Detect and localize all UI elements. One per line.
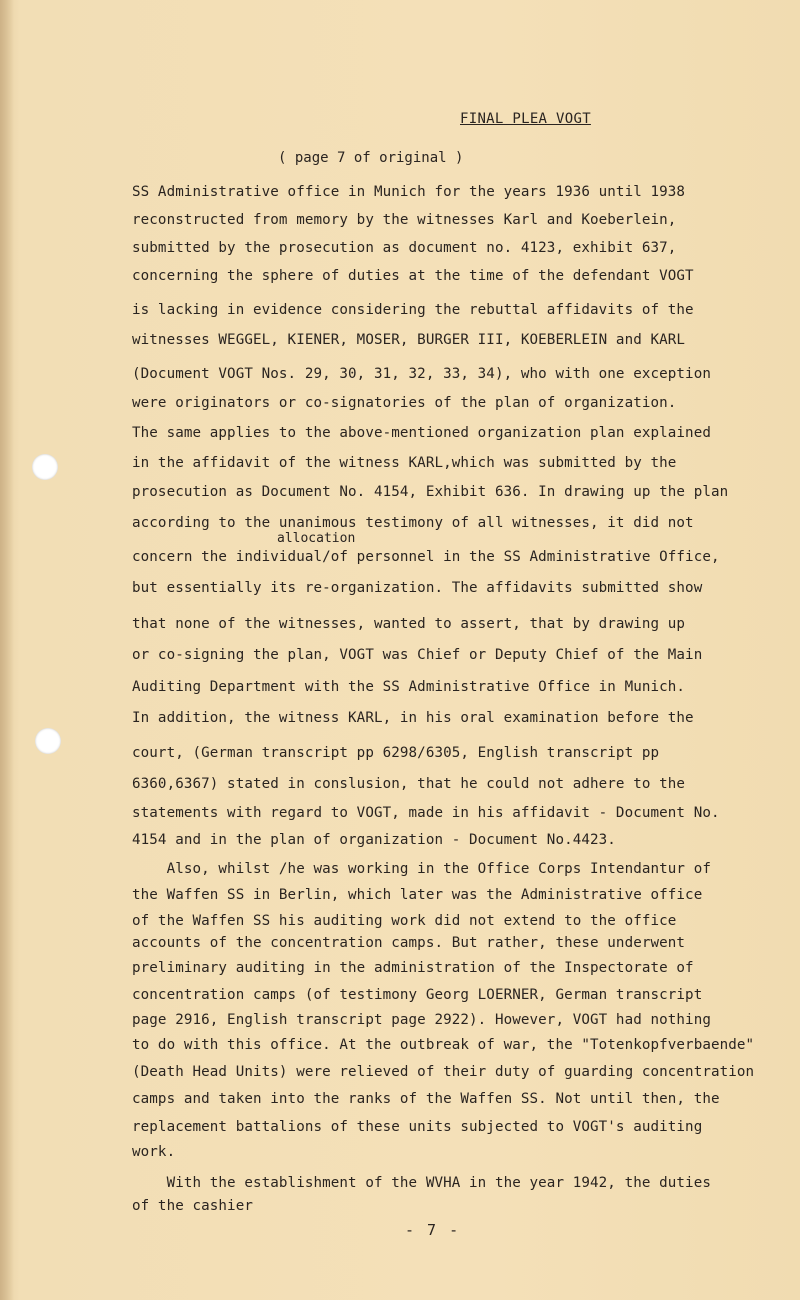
text-line: reconstructed from memory by the witnesses Karl and Koeberlein, — [132, 212, 677, 228]
punch-hole-icon — [35, 728, 61, 754]
text-line: In addition, the witness KARL, in his oral examination before the — [132, 710, 694, 726]
text-line: court, (German transcript pp 6298/6305, English transcript pp — [132, 745, 660, 761]
text-line: concern the individual/of personnel in the SS Administrative Office, — [132, 549, 720, 565]
text-line: preliminary auditing in the administration of the Inspectorate of — [132, 960, 694, 976]
document-title: FINAL PLEA VOGT — [460, 111, 591, 127]
text-line: work. — [132, 1144, 176, 1160]
text-line: camps and taken into the ranks of the Waffen SS. Not until then, the — [132, 1091, 720, 1107]
text-line: accounts of the concentration camps. But rather, these underwent — [132, 935, 686, 951]
text-line: Also, whilst /he was working in the Office Corps Intendantur of — [132, 861, 711, 877]
text-line: concentration camps (of testimony Georg LOERNER, German transcript — [132, 987, 703, 1003]
text-line: according to the unanimous testimony of all witnesses, it did not — [132, 515, 694, 531]
text-line: 6360,6367) stated in conslusion, that he could not adhere to the — [132, 776, 686, 792]
text-line: 4154 and in the plan of organization - Document No.4423. — [132, 832, 616, 848]
page-number: - 7 - — [405, 1221, 461, 1239]
text-line: (Death Head Units) were relieved of their duty of guarding concentration — [132, 1064, 755, 1080]
text-line: With the establishment of the WVHA in the year 1942, the duties — [132, 1175, 711, 1191]
text-line: submitted by the prosecution as document no. 4123, exhibit 637, — [132, 240, 677, 256]
text-line: concerning the sphere of duties at the time of the defendant VOGT — [132, 268, 694, 284]
text-line: witnesses WEGGEL, KIENER, MOSER, BURGER III, KOEBERLEIN and KARL — [132, 332, 686, 348]
page-reference: ( page 7 of original ) — [278, 150, 464, 166]
text-line: SS Administrative office in Munich for the years 1936 until 1938 — [132, 184, 686, 200]
text-line: but essentially its re-organization. The affidavits submitted show — [132, 580, 703, 596]
handwritten-insert: allocation — [277, 531, 356, 546]
text-line: of the cashier — [132, 1198, 253, 1214]
text-line: is lacking in evidence considering the rebuttal affidavits of the — [132, 302, 694, 318]
text-line: of the Waffen SS his auditing work did not extend to the office — [132, 913, 677, 929]
text-line: to do with this office. At the outbreak of war, the "Totenkopfverbaende" — [132, 1037, 755, 1053]
text-line: that none of the witnesses, wanted to assert, that by drawing up — [132, 616, 686, 632]
text-line: statements with regard to VOGT, made in his affidavit - Document No. — [132, 805, 720, 821]
text-line: in the affidavit of the witness KARL,which was submitted by the — [132, 455, 677, 471]
text-line: prosecution as Document No. 4154, Exhibit 636. In drawing up the plan — [132, 484, 729, 500]
text-line: were originators or co-signatories of the plan of organization. — [132, 395, 677, 411]
text-line: (Document VOGT Nos. 29, 30, 31, 32, 33, 34), who with one exception — [132, 366, 711, 382]
punch-hole-icon — [32, 454, 58, 480]
page-edge-shadow — [0, 0, 14, 1300]
text-line: page 2916, English transcript page 2922). However, VOGT had nothing — [132, 1012, 711, 1028]
text-line: The same applies to the above-mentioned organization plan explained — [132, 425, 711, 441]
text-line: Auditing Department with the SS Administrative Office in Munich. — [132, 679, 686, 695]
text-line: replacement battalions of these units subjected to VOGT's auditing — [132, 1119, 703, 1135]
text-line: the Waffen SS in Berlin, which later was the Administrative office — [132, 887, 703, 903]
text-line: or co-signing the plan, VOGT was Chief or Deputy Chief of the Main — [132, 647, 703, 663]
